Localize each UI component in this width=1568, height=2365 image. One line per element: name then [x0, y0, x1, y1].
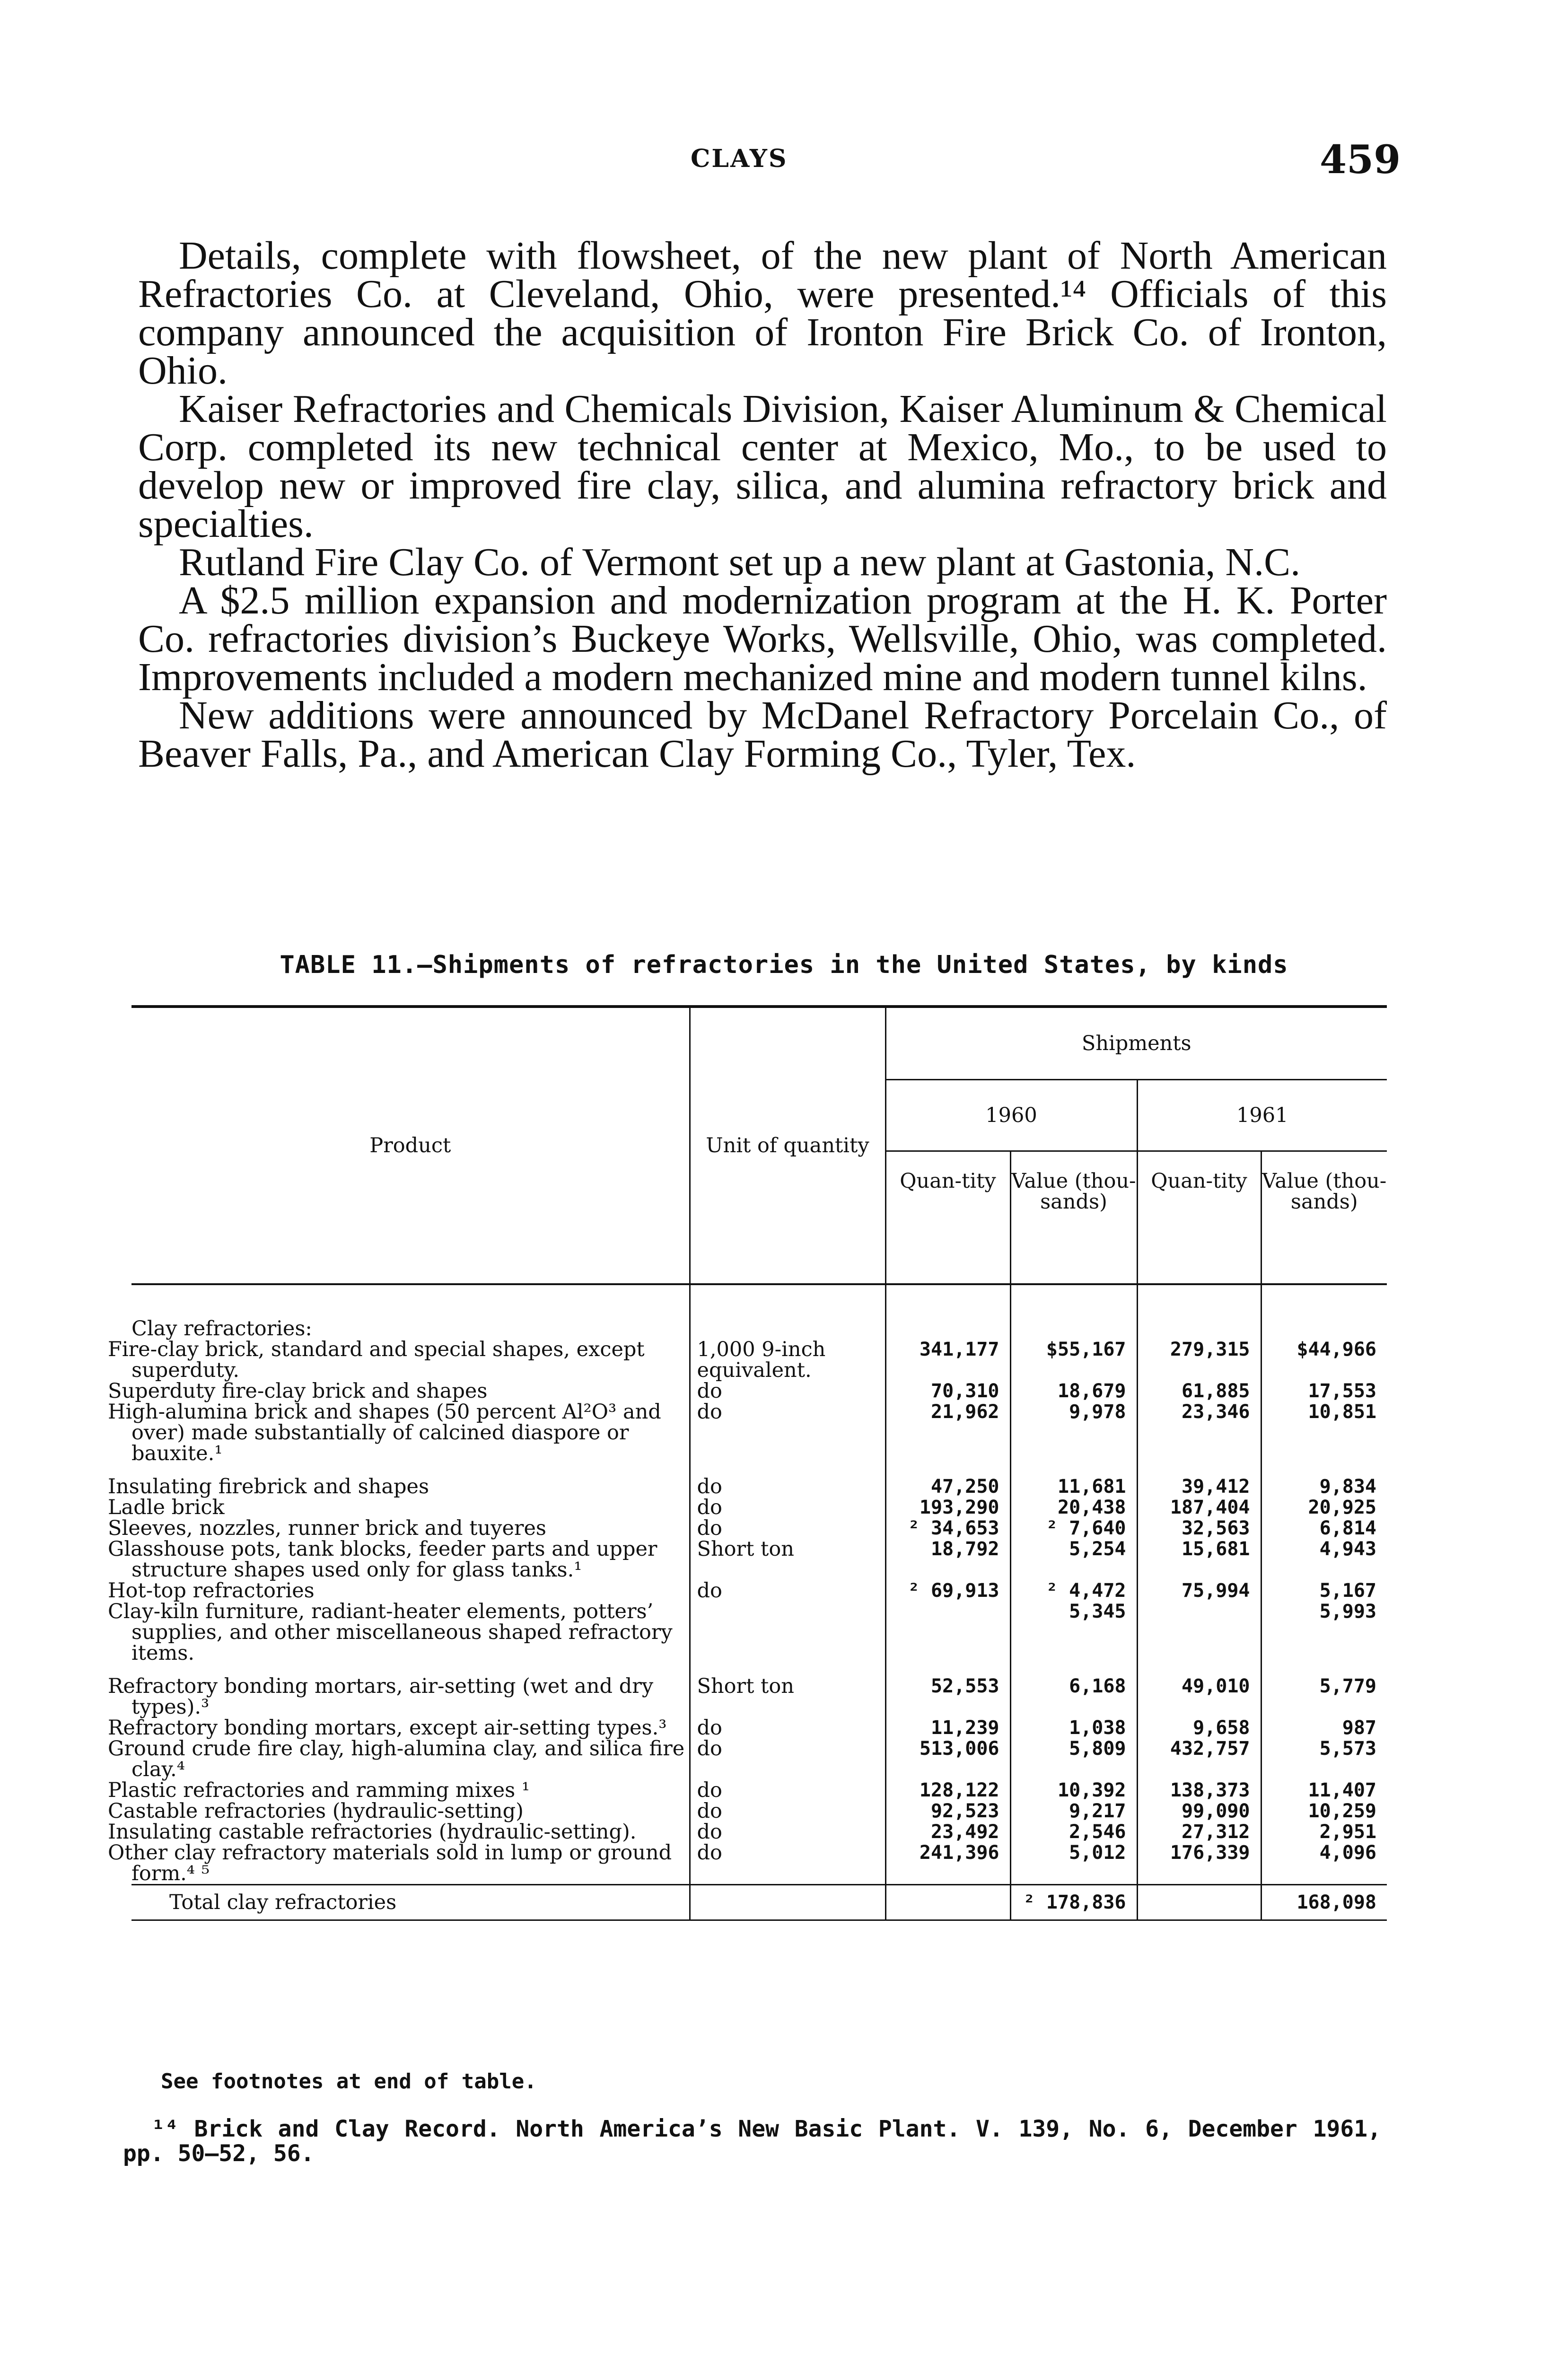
value-1961-cell: 20,925 — [1261, 1497, 1387, 1518]
quantity-1960-cell: 11,239 — [885, 1717, 1010, 1738]
quantity-1961-cell: 75,994 — [1137, 1580, 1261, 1601]
quantity-1961-cell — [1137, 1601, 1261, 1664]
value-1960-cell: $55,167 — [1010, 1339, 1137, 1381]
product-cell: Other clay refractory materials sold in lump or ground form.⁴ ⁵ — [108, 1841, 672, 1885]
quantity-1961-cell: 9,658 — [1137, 1717, 1261, 1738]
unit-cell: do — [690, 1401, 885, 1464]
paragraph: A $2.5 million expansion and modernization program at the H. K. Porter Co. refractories division’s Buckeye Works, Wellsville, Ohio, was completed. Improvements included a modern mechanized mine and modern tunnel kilns. — [138, 578, 1387, 699]
value-1960-cell: 9,978 — [1010, 1401, 1137, 1464]
quantity-1961-cell: 279,315 — [1137, 1339, 1261, 1381]
value-1961-cell: 17,553 — [1261, 1381, 1387, 1401]
unit-cell — [690, 1601, 885, 1664]
table-row — [131, 1339, 1387, 1381]
group-label: Clay refractories: — [131, 1317, 312, 1340]
table-row — [131, 1401, 1387, 1464]
value-1961-cell: 6,814 — [1261, 1518, 1387, 1539]
quantity-1961-cell: 176,339 — [1137, 1842, 1261, 1885]
value-1960-cell: 18,679 — [1010, 1381, 1137, 1401]
see-footnotes-note: See footnotes at end of table. — [161, 2069, 537, 2093]
header-unit: Unit of quantity — [690, 1007, 885, 1284]
table-row — [131, 1464, 1387, 1497]
paragraph: New additions were announced by McDanel Refractory Porcelain Co., of Beaver Falls, Pa., and American Clay Forming Co., Tyler, Tex. — [138, 693, 1387, 776]
table-row — [131, 1580, 1387, 1601]
product-cell: Hot-top refractories — [108, 1579, 315, 1603]
quantity-1961-cell: 61,885 — [1137, 1381, 1261, 1401]
refractories-table — [108, 1005, 1387, 1921]
header-year-1960: 1960 — [885, 1080, 1137, 1151]
footnote-text: ¹⁴ Brick and Clay Record. North America’s New Basic Plant. V. 139, No. 6, December 1961, pp. 50–52, 56. — [123, 2116, 1381, 2167]
total-value-1960: ² 178,836 — [1010, 1885, 1137, 1920]
quantity-1960-cell: 70,310 — [885, 1381, 1010, 1401]
value-1961-cell: 11,407 — [1261, 1780, 1387, 1801]
value-1960-cell: 1,038 — [1010, 1717, 1137, 1738]
product-cell: Refractory bonding mortars, except air-setting types.³ — [108, 1716, 667, 1740]
value-1961-cell: 987 — [1261, 1717, 1387, 1738]
quantity-1961-cell: 23,346 — [1137, 1401, 1261, 1464]
product-cell: Fire-clay brick, standard and special shapes, except superduty. — [108, 1338, 645, 1382]
quantity-1960-cell: 21,962 — [885, 1401, 1010, 1464]
value-1961-cell: $44,966 — [1261, 1339, 1387, 1381]
value-1960-cell: ² 4,472 — [1010, 1580, 1137, 1601]
unit-cell: do — [690, 1518, 885, 1539]
table-row — [131, 1842, 1387, 1885]
value-1961-cell: 5,573 — [1261, 1738, 1387, 1780]
value-1960-cell: 20,438 — [1010, 1497, 1137, 1518]
unit-cell: 1,000 9-inch equivalent. — [690, 1339, 885, 1381]
quantity-1961-cell: 27,312 — [1137, 1822, 1261, 1842]
header-product: Product — [131, 1007, 690, 1284]
total-label: Total clay refractories — [131, 1885, 690, 1920]
page-number: 459 — [1320, 137, 1401, 183]
value-1960-cell: 5,809 — [1010, 1738, 1137, 1780]
product-cell: Superduty fire-clay brick and shapes — [108, 1379, 488, 1403]
quantity-1961-cell: 39,412 — [1137, 1464, 1261, 1497]
product-cell: Glasshouse pots, tank blocks, feeder parts and upper structure shapes used only for glass tanks.¹ — [108, 1537, 657, 1582]
quantity-1960-cell: 47,250 — [885, 1464, 1010, 1497]
value-1961-cell: 2,951 — [1261, 1822, 1387, 1842]
header-shipments: Shipments — [885, 1007, 1387, 1080]
table-title: TABLE 11.—Shipments of refractories in the United States, by kinds — [280, 951, 1288, 979]
value-1960-cell: 2,546 — [1010, 1822, 1137, 1842]
total-value-1961: 168,098 — [1261, 1885, 1387, 1920]
group-row — [131, 1284, 1387, 1339]
value-1961-cell: 4,943 — [1261, 1539, 1387, 1580]
unit-cell: Short ton — [690, 1539, 885, 1580]
paragraph: Kaiser Refractories and Chemicals Division, Kaiser Aluminum & Chemical Corp. completed its new technical center at Mexico, Mo., to be used to develop new or improved fire clay, silica, and alumina refractory brick and specialties. — [138, 387, 1387, 546]
unit-cell: do — [690, 1497, 885, 1518]
value-1961-cell: 5,167 — [1261, 1580, 1387, 1601]
paragraph: Details, complete with flowsheet, of the new plant of North American Refractories Co. at Cleveland, Ohio, were presented.¹⁴ Officials of this company announced the acquisition of Ironton Fire Brick Co. of Ironton, Ohio. — [138, 234, 1387, 393]
product-cell: Sleeves, nozzles, runner brick and tuyeres — [108, 1516, 546, 1540]
unit-cell: do — [690, 1822, 885, 1842]
table-row — [131, 1780, 1387, 1801]
value-1960-cell: 10,392 — [1010, 1780, 1137, 1801]
quantity-1960-cell: 193,290 — [885, 1497, 1010, 1518]
unit-cell: do — [690, 1842, 885, 1885]
value-1960-cell: 5,345 — [1010, 1601, 1137, 1664]
value-1961-cell: 10,851 — [1261, 1401, 1387, 1464]
product-cell: Ladle brick — [108, 1496, 225, 1519]
unit-cell: Short ton — [690, 1664, 885, 1717]
product-cell: Refractory bonding mortars, air-setting (wet and dry types).³ — [108, 1674, 654, 1719]
quantity-1960-cell: 52,553 — [885, 1664, 1010, 1717]
running-head: CLAYS — [691, 144, 788, 173]
value-1960-cell: 5,012 — [1010, 1842, 1137, 1885]
header-quantity-1960: Quan-tity — [885, 1151, 1010, 1285]
table-row — [131, 1601, 1387, 1664]
value-1961-cell: 5,993 — [1261, 1601, 1387, 1664]
quantity-1961-cell: 138,373 — [1137, 1780, 1261, 1801]
product-cell: Plastic refractories and ramming mixes ¹ — [108, 1778, 530, 1802]
header-year-1961: 1961 — [1137, 1080, 1387, 1151]
table-row — [131, 1822, 1387, 1842]
body-text — [138, 234, 1387, 776]
value-1960-cell: ² 7,640 — [1010, 1518, 1137, 1539]
value-1961-cell: 9,834 — [1261, 1464, 1387, 1497]
unit-cell: do — [690, 1580, 885, 1601]
product-cell: High-alumina brick and shapes (50 percent Al²O³ and over) made substantially of calcined diaspore or bauxite.¹ — [108, 1400, 661, 1465]
quantity-1960-cell — [885, 1601, 1010, 1664]
product-cell: Castable refractories (hydraulic-setting) — [108, 1799, 524, 1823]
quantity-1960-cell: 128,122 — [885, 1780, 1010, 1801]
value-1961-cell: 5,779 — [1261, 1664, 1387, 1717]
quantity-1961-cell: 432,757 — [1137, 1738, 1261, 1780]
quantity-1961-cell: 32,563 — [1137, 1518, 1261, 1539]
table-row — [131, 1717, 1387, 1738]
product-cell: Clay-kiln furniture, radiant-heater elements, potters’ supplies, and other miscellaneous shaped refractory items. — [108, 1600, 673, 1665]
header-value-1960: Value (thou-sands) — [1010, 1151, 1137, 1285]
quantity-1960-cell: ² 69,913 — [885, 1580, 1010, 1601]
value-1960-cell: 6,168 — [1010, 1664, 1137, 1717]
quantity-1960-cell: 241,396 — [885, 1842, 1010, 1885]
quantity-1961-cell: 99,090 — [1137, 1801, 1261, 1822]
unit-cell: do — [690, 1738, 885, 1780]
footnote — [123, 2117, 1381, 2166]
value-1960-cell: 11,681 — [1010, 1464, 1137, 1497]
table-row — [131, 1381, 1387, 1401]
table-row — [131, 1518, 1387, 1539]
table-row — [131, 1738, 1387, 1780]
unit-cell: do — [690, 1381, 885, 1401]
value-1961-cell: 4,096 — [1261, 1842, 1387, 1885]
quantity-1961-cell: 49,010 — [1137, 1664, 1261, 1717]
table-row — [131, 1539, 1387, 1580]
product-cell: Insulating firebrick and shapes — [108, 1475, 429, 1498]
header-quantity-1961: Quan-tity — [1137, 1151, 1261, 1285]
value-1961-cell: 10,259 — [1261, 1801, 1387, 1822]
table-row — [131, 1801, 1387, 1822]
value-1960-cell: 5,254 — [1010, 1539, 1137, 1580]
quantity-1960-cell: 341,177 — [885, 1339, 1010, 1381]
table-row — [131, 1664, 1387, 1717]
value-1960-cell: 9,217 — [1010, 1801, 1137, 1822]
quantity-1960-cell: 23,492 — [885, 1822, 1010, 1842]
quantity-1961-cell: 187,404 — [1137, 1497, 1261, 1518]
quantity-1960-cell: ² 34,653 — [885, 1518, 1010, 1539]
quantity-1961-cell: 15,681 — [1137, 1539, 1261, 1580]
unit-cell: do — [690, 1717, 885, 1738]
product-cell: Ground crude fire clay, high-alumina clay, and silica fire clay.⁴ — [108, 1737, 685, 1781]
total-row — [131, 1885, 1387, 1920]
paragraph: Rutland Fire Clay Co. of Vermont set up a new plant at Gastonia, N.C. — [179, 540, 1301, 584]
unit-cell: do — [690, 1780, 885, 1801]
quantity-1960-cell: 513,006 — [885, 1738, 1010, 1780]
table-body — [108, 1284, 1387, 1885]
product-cell: Insulating castable refractories (hydraulic-setting). — [108, 1820, 637, 1844]
header-value-1961: Value (thou-sands) — [1261, 1151, 1387, 1285]
unit-cell: do — [690, 1464, 885, 1497]
unit-cell: do — [690, 1801, 885, 1822]
quantity-1960-cell: 18,792 — [885, 1539, 1010, 1580]
quantity-1960-cell: 92,523 — [885, 1801, 1010, 1822]
table-row — [131, 1497, 1387, 1518]
